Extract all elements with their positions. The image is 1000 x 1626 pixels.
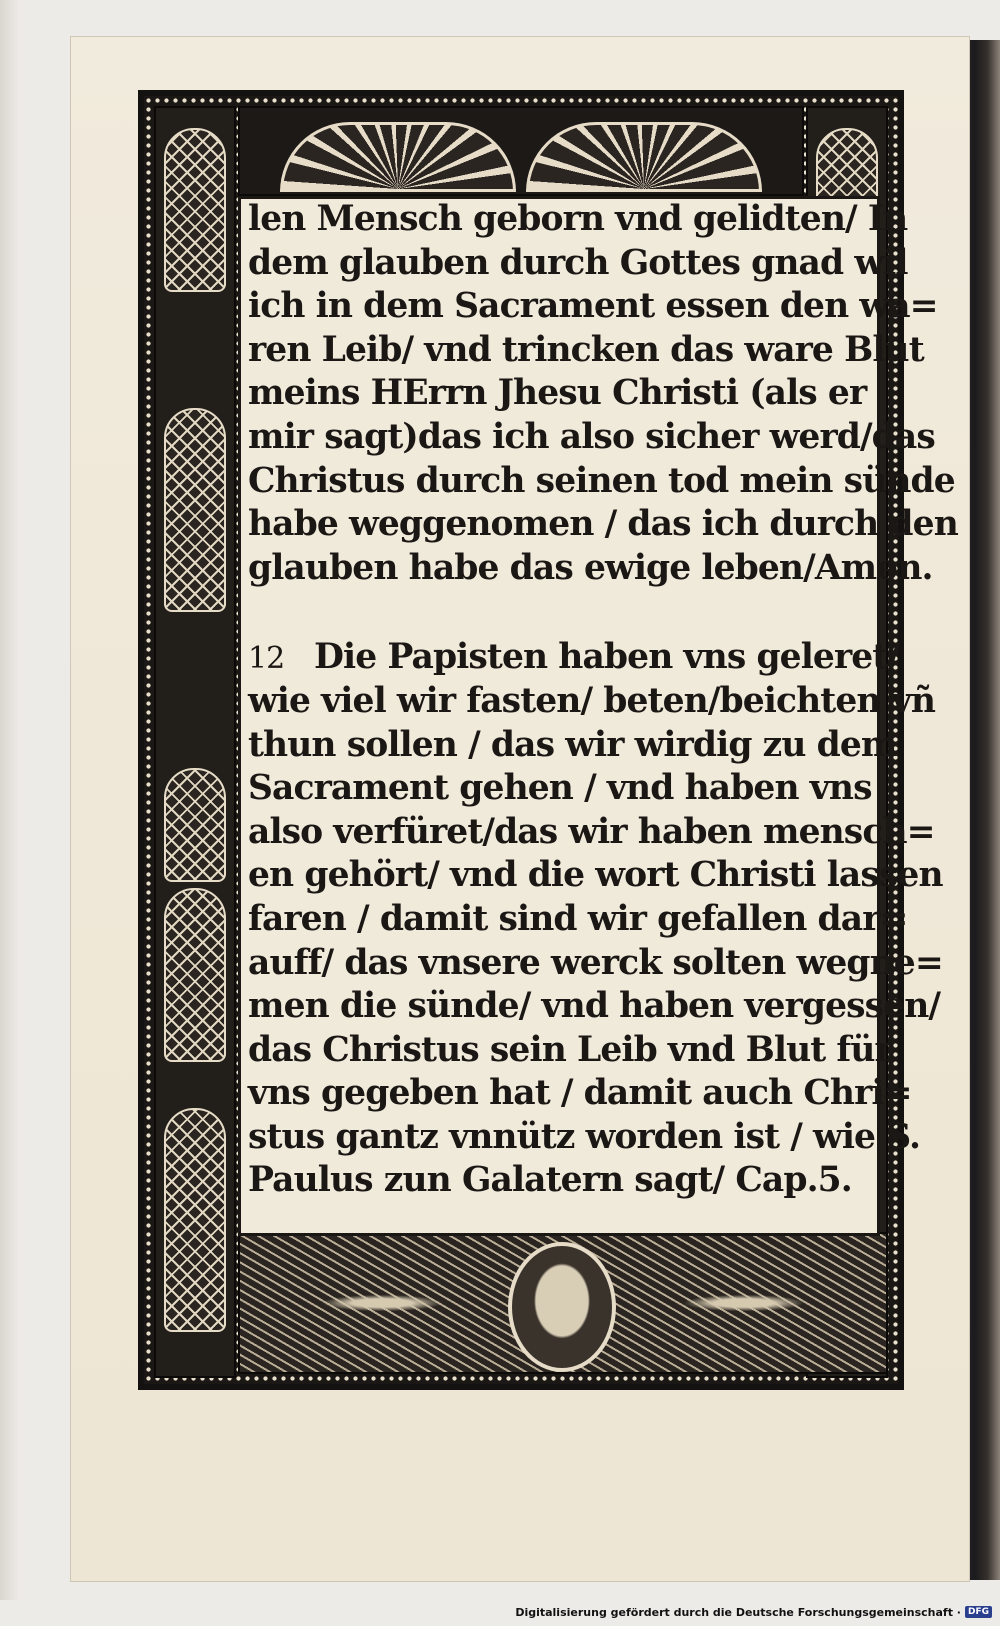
page-text (248, 198, 958, 1203)
text-line: also verfüret/das wir haben mensch= (248, 811, 935, 852)
ornament-segment (164, 768, 226, 882)
shell-fan-ornament (526, 122, 762, 192)
book-edge-left (0, 0, 18, 1600)
text-line: auff/ das vnsere werck solten wegne= (248, 942, 943, 983)
text-line: stus gantz vnnütz worden ist / wie S. (248, 1116, 921, 1157)
text-line: wie viel wir fasten/ beten/beichten vñ (248, 680, 935, 721)
text-line: en gehört/ vnd die wort Christi lassen (248, 855, 943, 896)
text-line: men die sünde/ vnd haben vergessen/ (248, 986, 941, 1027)
left-ornament-column (154, 106, 236, 1378)
text-line: thun sollen / das wir wirdig zu dem (248, 724, 897, 765)
bottom-putti-band (238, 1232, 888, 1374)
ornament-segment (164, 888, 226, 1062)
ornament-segment (164, 408, 226, 612)
portrait-medallion (508, 1242, 616, 1372)
text-line: habe weggenomen / das ich durch den (248, 504, 958, 545)
shell-fan-ornament (280, 122, 516, 192)
text-line: Christus durch seinen tod mein sünde (248, 460, 955, 501)
text-line: len Mensch geborn vnd gelidten/ In (248, 199, 908, 239)
ornament-segment (164, 128, 226, 292)
text-line: faren / damit sind wir gefallen dar= (248, 898, 908, 939)
paragraph-gap (248, 590, 874, 636)
text-line: glauben habe das ewige leben/Amen. (248, 547, 933, 588)
text-line: ren Leib/ vnd trincken das ware Blut (248, 329, 924, 370)
text-line (248, 636, 900, 680)
top-ornament-band (238, 106, 804, 196)
text-line: Sacrament gehen / vnd haben vns (248, 768, 872, 809)
text-line-content: Die Papisten haben vns geleret/ (314, 637, 900, 678)
dfg-logo: DFG (965, 1606, 992, 1618)
text-line: mir sagt)das ich also sicher werd/das (248, 416, 935, 457)
text-line: Paulus zun Galatern sagt/ Cap.5. (248, 1160, 852, 1201)
text-line: ich in dem Sacrament essen den wa= (248, 286, 938, 327)
text-line: vns gegeben hat / damit auch Chri= (248, 1073, 912, 1114)
dfg-credit-text: Digitalisierung gefördert durch die Deutsche Forschungsgemeinschaft · (515, 1605, 961, 1619)
paragraph-number: 12 (248, 641, 285, 677)
text-line: dem glauben durch Gottes gnad wil (248, 242, 908, 283)
ornament-segment (164, 1108, 226, 1332)
text-line: das Christus sein Leib vnd Blut für (248, 1029, 892, 1070)
text-line: meins HErrn Jhesu Christi (als er (248, 373, 867, 414)
digitization-footer (515, 1602, 992, 1622)
